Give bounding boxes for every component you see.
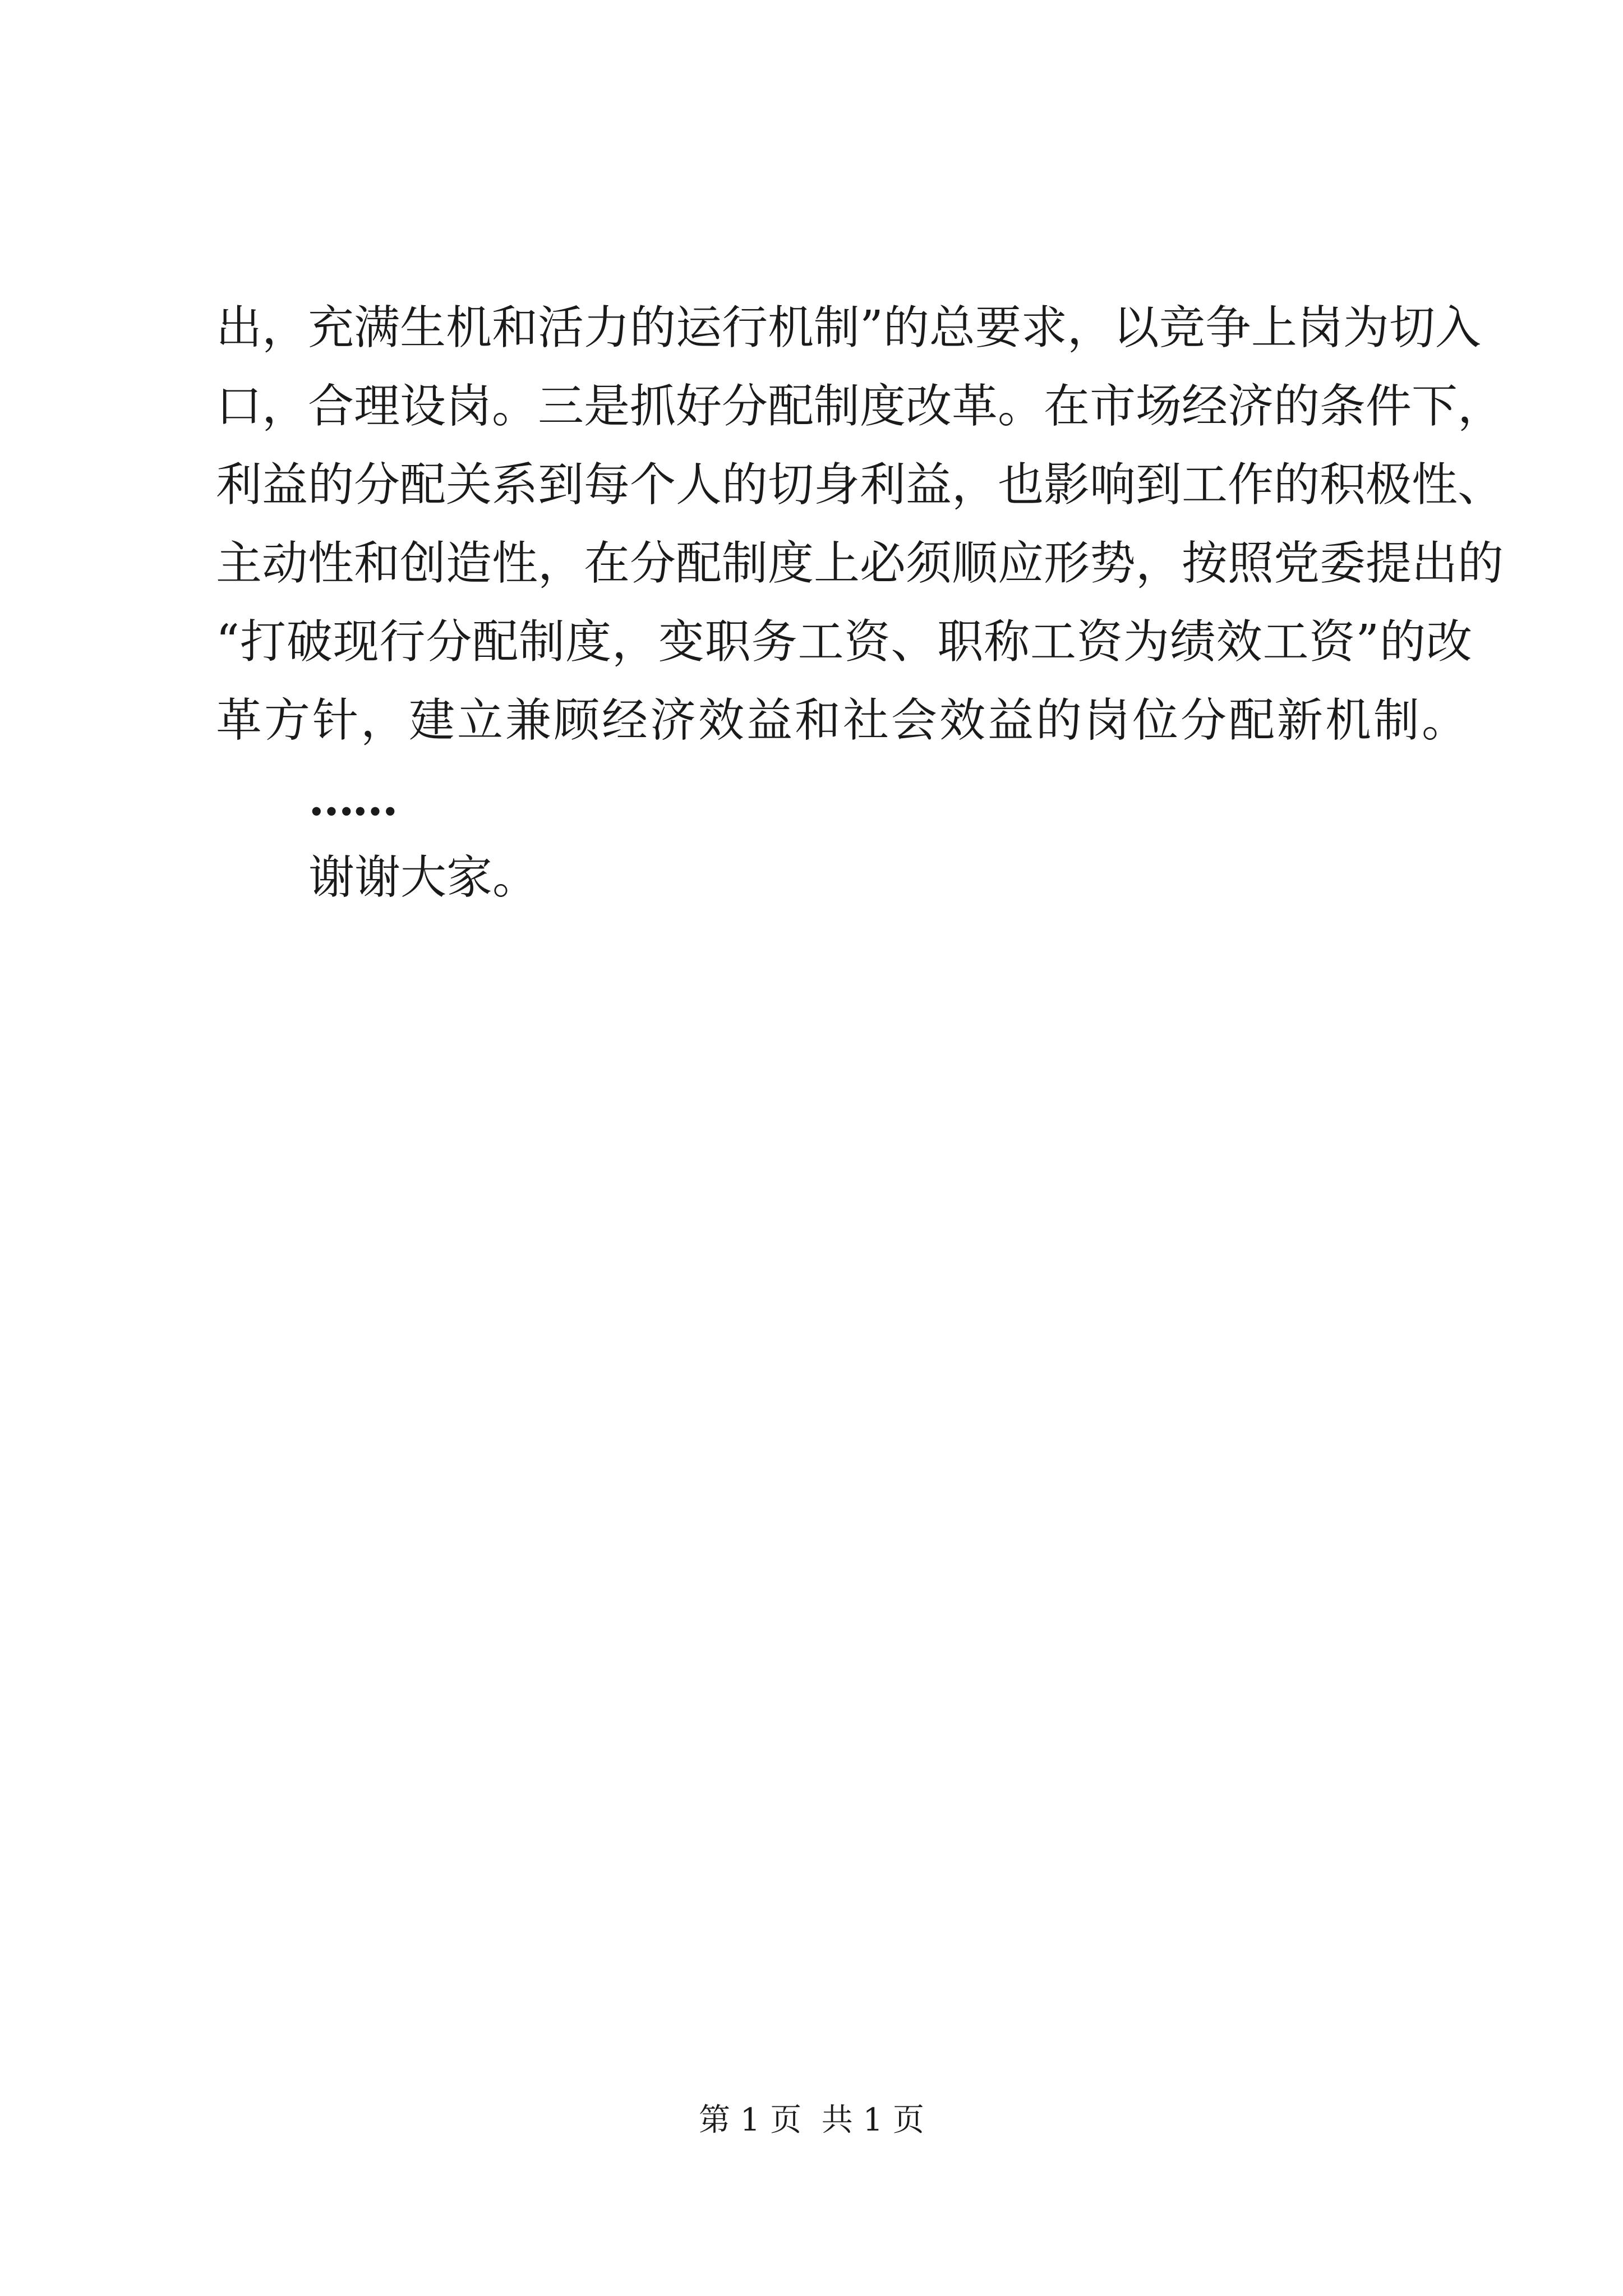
body-line-6: 革方针，建立兼顾经济效益和社会效益的岗位分配新机制。: [216, 694, 1470, 747]
ellipsis-paragraph: ……: [308, 772, 396, 826]
closing-paragraph: 谢谢大家。: [308, 851, 539, 904]
body-line-4: 主动性和创造性，在分配制度上必须顺应形势，按照党委提出的: [216, 537, 1504, 590]
body-line-2: 口，合理设岗。三是抓好分配制度改革。在市场经济的条件下，: [216, 380, 1504, 433]
page-footer: 第 1 页 共 1 页: [698, 2102, 925, 2138]
body-line-3: 利益的分配关系到每个人的切身利益，也影响到工作的积极性、: [216, 458, 1504, 512]
body-line-1: 出，充满生机和活力的运行机制”的总要求，以竞争上岗为切入: [216, 301, 1481, 355]
body-line-5: “打破现行分配制度，变职务工资、职称工资为绩效工资”的改: [216, 615, 1472, 669]
document-body: [216, 289, 1504, 917]
